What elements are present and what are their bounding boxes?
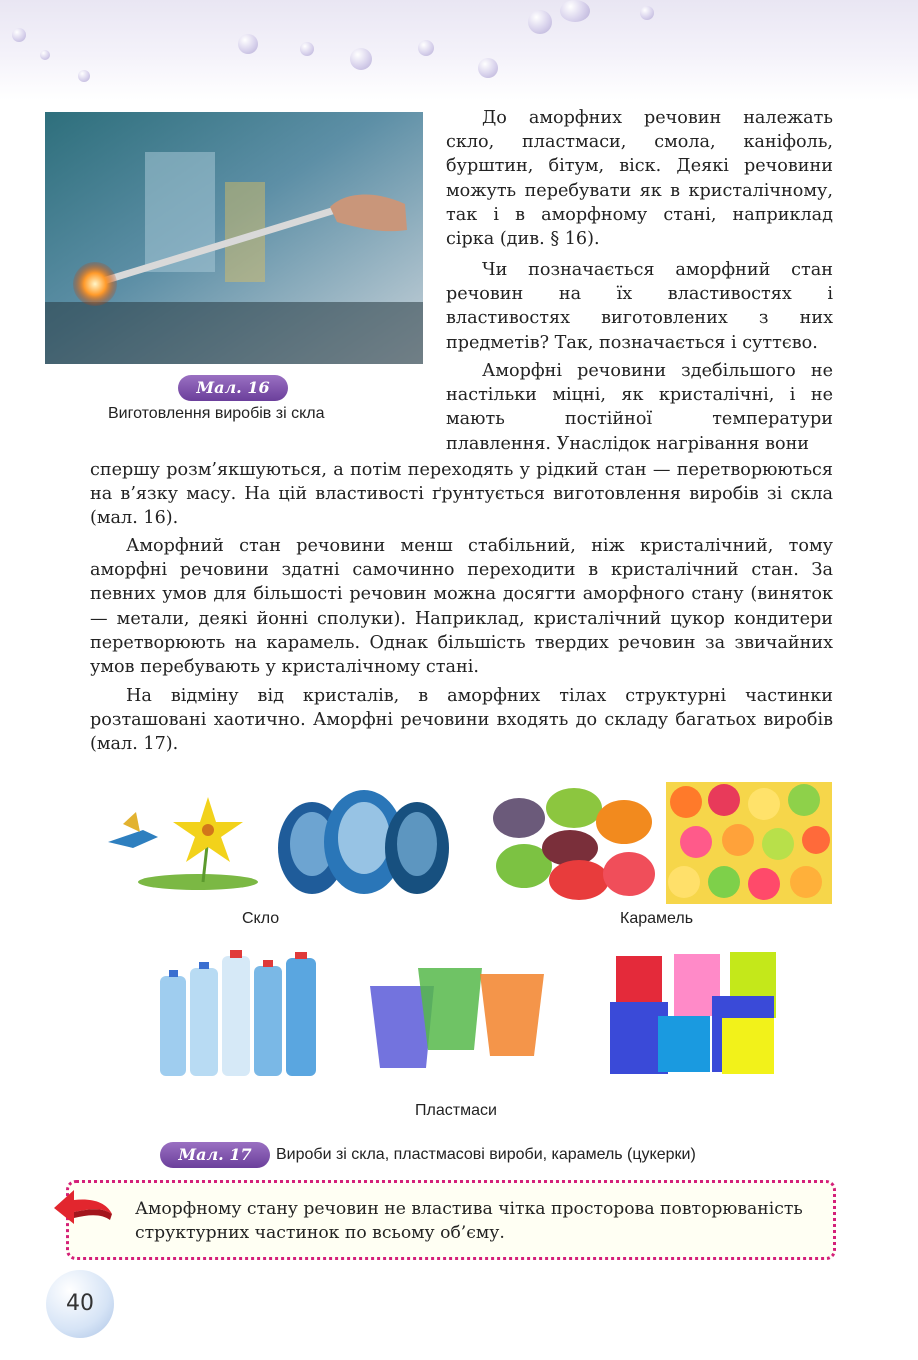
red-arrow-icon bbox=[52, 1184, 114, 1230]
paragraph-5: На відміну від кристалів, в аморфних тілах структурні частинки розташовані хаотично. Аморфні речовини входять до складу багатьох виробів (мал. 17). bbox=[90, 686, 833, 755]
glassblowing-photo bbox=[45, 112, 423, 364]
bubble-decoration bbox=[12, 28, 26, 42]
bubble-decoration bbox=[478, 58, 498, 78]
bubble-decoration bbox=[300, 42, 314, 56]
paragraph-1: До аморфних речовин належать скло, пластмаси, смола, каніфоль, бурштин, бітум, віск. Деякі речовини можуть перебувати як в кристалічному, так і в аморфному стані, наприклад сірка (див. § 16). bbox=[446, 108, 833, 250]
citrus-candies-photo bbox=[666, 782, 832, 904]
blue-glass-vases-photo bbox=[272, 782, 450, 904]
bubble-decoration bbox=[560, 0, 590, 22]
paragraph-3-part-b: спершу розм’якшуються, а потім переходять у рідкий стан — перетворюються на в’язку масу. На цій властивості ґрунтується виготовлення виробів зі скла (мал. 16). bbox=[90, 460, 833, 529]
bubble-decoration bbox=[78, 70, 90, 82]
plastic-cups-photo bbox=[362, 946, 552, 1080]
paragraph-4: Аморфний стан речовини менш стабільний, ніж кристалічний, тому аморфні речовини здатні самочинно переходити в кристалічний стан. За певних умов для більшості речовин можна досягти аморфного стану (виняток — метали, деякі йонні сполуки). Наприклад, кристалічний цукор кондитери перетворюють на карамель. Однак більшість твердих речовин за звичайних умов перебувають у кристалічному стані. bbox=[90, 536, 833, 678]
figure-16-tag: Мал. 16 bbox=[178, 375, 288, 401]
figure-16-caption: Виготовлення виробів зі скла bbox=[108, 405, 325, 422]
bubble-decoration bbox=[350, 48, 372, 70]
bubble-decoration bbox=[238, 34, 258, 54]
bubble-decoration bbox=[640, 6, 654, 20]
plastic-bags-photo bbox=[600, 946, 790, 1080]
definition-note-text: Аморфному стану речовин не властива чітка просторова повторюваність структурних частинок по всьому об’єму. bbox=[135, 1199, 803, 1243]
bubble-decoration bbox=[418, 40, 434, 56]
plastic-bottles-photo bbox=[150, 946, 334, 1080]
paragraph-2: Чи позначається аморфний стан речовин на їх властивостях і властивостях виготовлених з них предметів? Так, позначається і суттєво. bbox=[446, 260, 833, 353]
label-glass: Скло bbox=[242, 910, 280, 927]
glass-bird-flower-photo bbox=[88, 782, 268, 904]
paragraph-3-part-a: Аморфні речовини здебільшого не настільки міцні, як кристалічні, і не мають постійної температури плавлення. Унаслідок нагрівання вони bbox=[446, 361, 833, 454]
figure-17-tag: Мал. 17 bbox=[160, 1142, 270, 1168]
label-plastics: Пластмаси bbox=[415, 1102, 497, 1119]
header-band bbox=[0, 0, 918, 100]
label-caramel: Карамель bbox=[620, 910, 694, 927]
hard-candies-photo bbox=[484, 782, 662, 904]
page-number: 40 bbox=[46, 1270, 114, 1338]
bubble-decoration bbox=[40, 50, 50, 60]
definition-note-box bbox=[66, 1180, 836, 1260]
figure-17-caption: Вироби зі скла, пластмасові вироби, карамель (цукерки) bbox=[276, 1146, 696, 1163]
bubble-decoration bbox=[528, 10, 552, 34]
